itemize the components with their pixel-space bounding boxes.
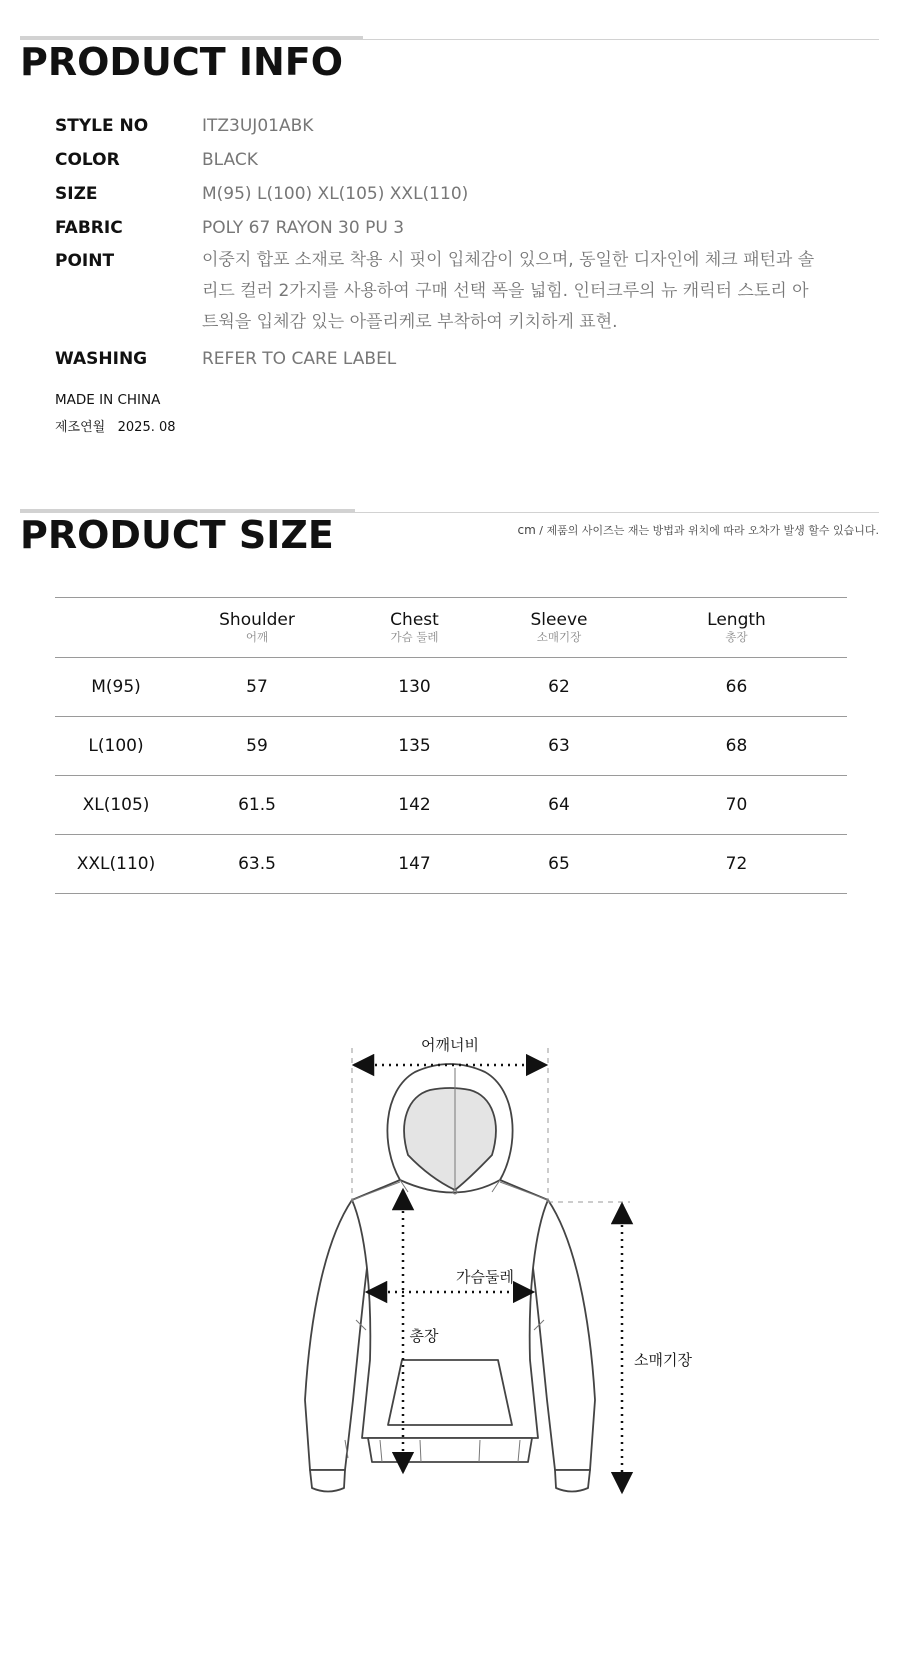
info-row-style-no — [55, 116, 815, 140]
info-label: POINT — [55, 251, 115, 271]
length-cell: 68 — [725, 736, 748, 756]
size-table — [55, 597, 847, 894]
info-value: M(95) L(100) XL(105) XXL(110) — [202, 184, 469, 204]
sleeve-length-label: 소매기장 — [634, 1351, 692, 1369]
manufacture-date-value: 2025. 08 — [117, 420, 176, 435]
sleeve-cell: 63 — [548, 736, 570, 756]
sleeve-cell: 65 — [548, 854, 570, 874]
unit-label: cm — [517, 523, 536, 537]
chest-cell: 135 — [398, 736, 431, 756]
length-cell: 70 — [725, 795, 748, 815]
size-cell: XL(105) — [82, 795, 150, 815]
unit-separator: / — [539, 524, 543, 537]
info-row-fabric — [55, 218, 815, 242]
size-note — [517, 522, 879, 538]
header-chest: Chest 가슴 둘레 — [390, 610, 439, 644]
header-empty-cell — [55, 598, 177, 658]
made-in: MADE IN CHINA — [55, 392, 161, 408]
product-size-title: PRODUCT SIZE — [20, 513, 334, 557]
info-value-point: 이중지 합포 소재로 착용 시 핏이 입체감이 있으며, 동일한 디자인에 체크 패턴과 솔리드 컬러 2가지를 사용하여 구매 선택 폭을 넓힘. 인터크루의 뉴 캐릭터 스토리 아트웍을 입체감 있는 아플리케로 부착하여 키치하게 표현. — [202, 250, 815, 332]
chest-cell: 130 — [398, 677, 431, 697]
info-value: BLACK — [202, 150, 258, 170]
size-cell: M(95) — [91, 677, 141, 697]
shoulder-cell: 61.5 — [238, 795, 276, 815]
size-cell: XXL(110) — [76, 854, 156, 874]
info-label: SIZE — [55, 184, 98, 204]
info-row-color — [55, 150, 815, 174]
info-row-point — [55, 251, 815, 347]
manufacture-date — [55, 416, 176, 435]
shoulder-cell: 59 — [246, 736, 268, 756]
length-cell: 72 — [725, 854, 748, 874]
info-value: REFER TO CARE LABEL — [202, 349, 397, 369]
header-sleeve: Sleeve 소매기장 — [530, 610, 588, 644]
sleeve-cell: 64 — [548, 795, 570, 815]
chest-cell: 147 — [398, 854, 431, 874]
manufacture-date-label: 제조연월 — [55, 420, 106, 435]
size-cell: L(100) — [88, 736, 144, 756]
header-shoulder: Shoulder 어깨 — [219, 610, 295, 644]
info-label: COLOR — [55, 150, 120, 170]
hoodie-measurement-diagram — [0, 1030, 900, 1550]
product-info-title: PRODUCT INFO — [20, 40, 344, 84]
table-row — [55, 776, 847, 835]
length-cell: 66 — [725, 677, 748, 697]
info-label: FABRIC — [55, 218, 123, 238]
info-row-size — [55, 184, 815, 208]
shoulder-cell: 57 — [246, 677, 268, 697]
chest-label: 가슴둘레 — [456, 1268, 514, 1286]
sleeve-cell: 62 — [548, 677, 570, 697]
shoulder-cell: 63.5 — [238, 854, 276, 874]
table-header-row — [55, 598, 847, 658]
hoodie-outline — [305, 1064, 595, 1492]
chest-cell: 142 — [398, 795, 431, 815]
table-row — [55, 717, 847, 776]
info-label: WASHING — [55, 349, 148, 369]
info-value: POLY 67 RAYON 30 PU 3 — [202, 218, 405, 238]
length-label: 총장 — [409, 1327, 439, 1345]
info-row-washing — [55, 349, 815, 373]
info-label: STYLE NO — [55, 116, 149, 136]
header-length: Length 총장 — [707, 610, 766, 644]
table-row — [55, 835, 847, 894]
measurement-note: 제품의 사이즈는 재는 방법과 위치에 따라 오차가 발생 할수 있습니다. — [546, 524, 879, 537]
shoulder-width-label: 어깨너비 — [421, 1036, 479, 1054]
table-row — [55, 658, 847, 717]
info-value: ITZ3UJ01ABK — [202, 116, 314, 136]
